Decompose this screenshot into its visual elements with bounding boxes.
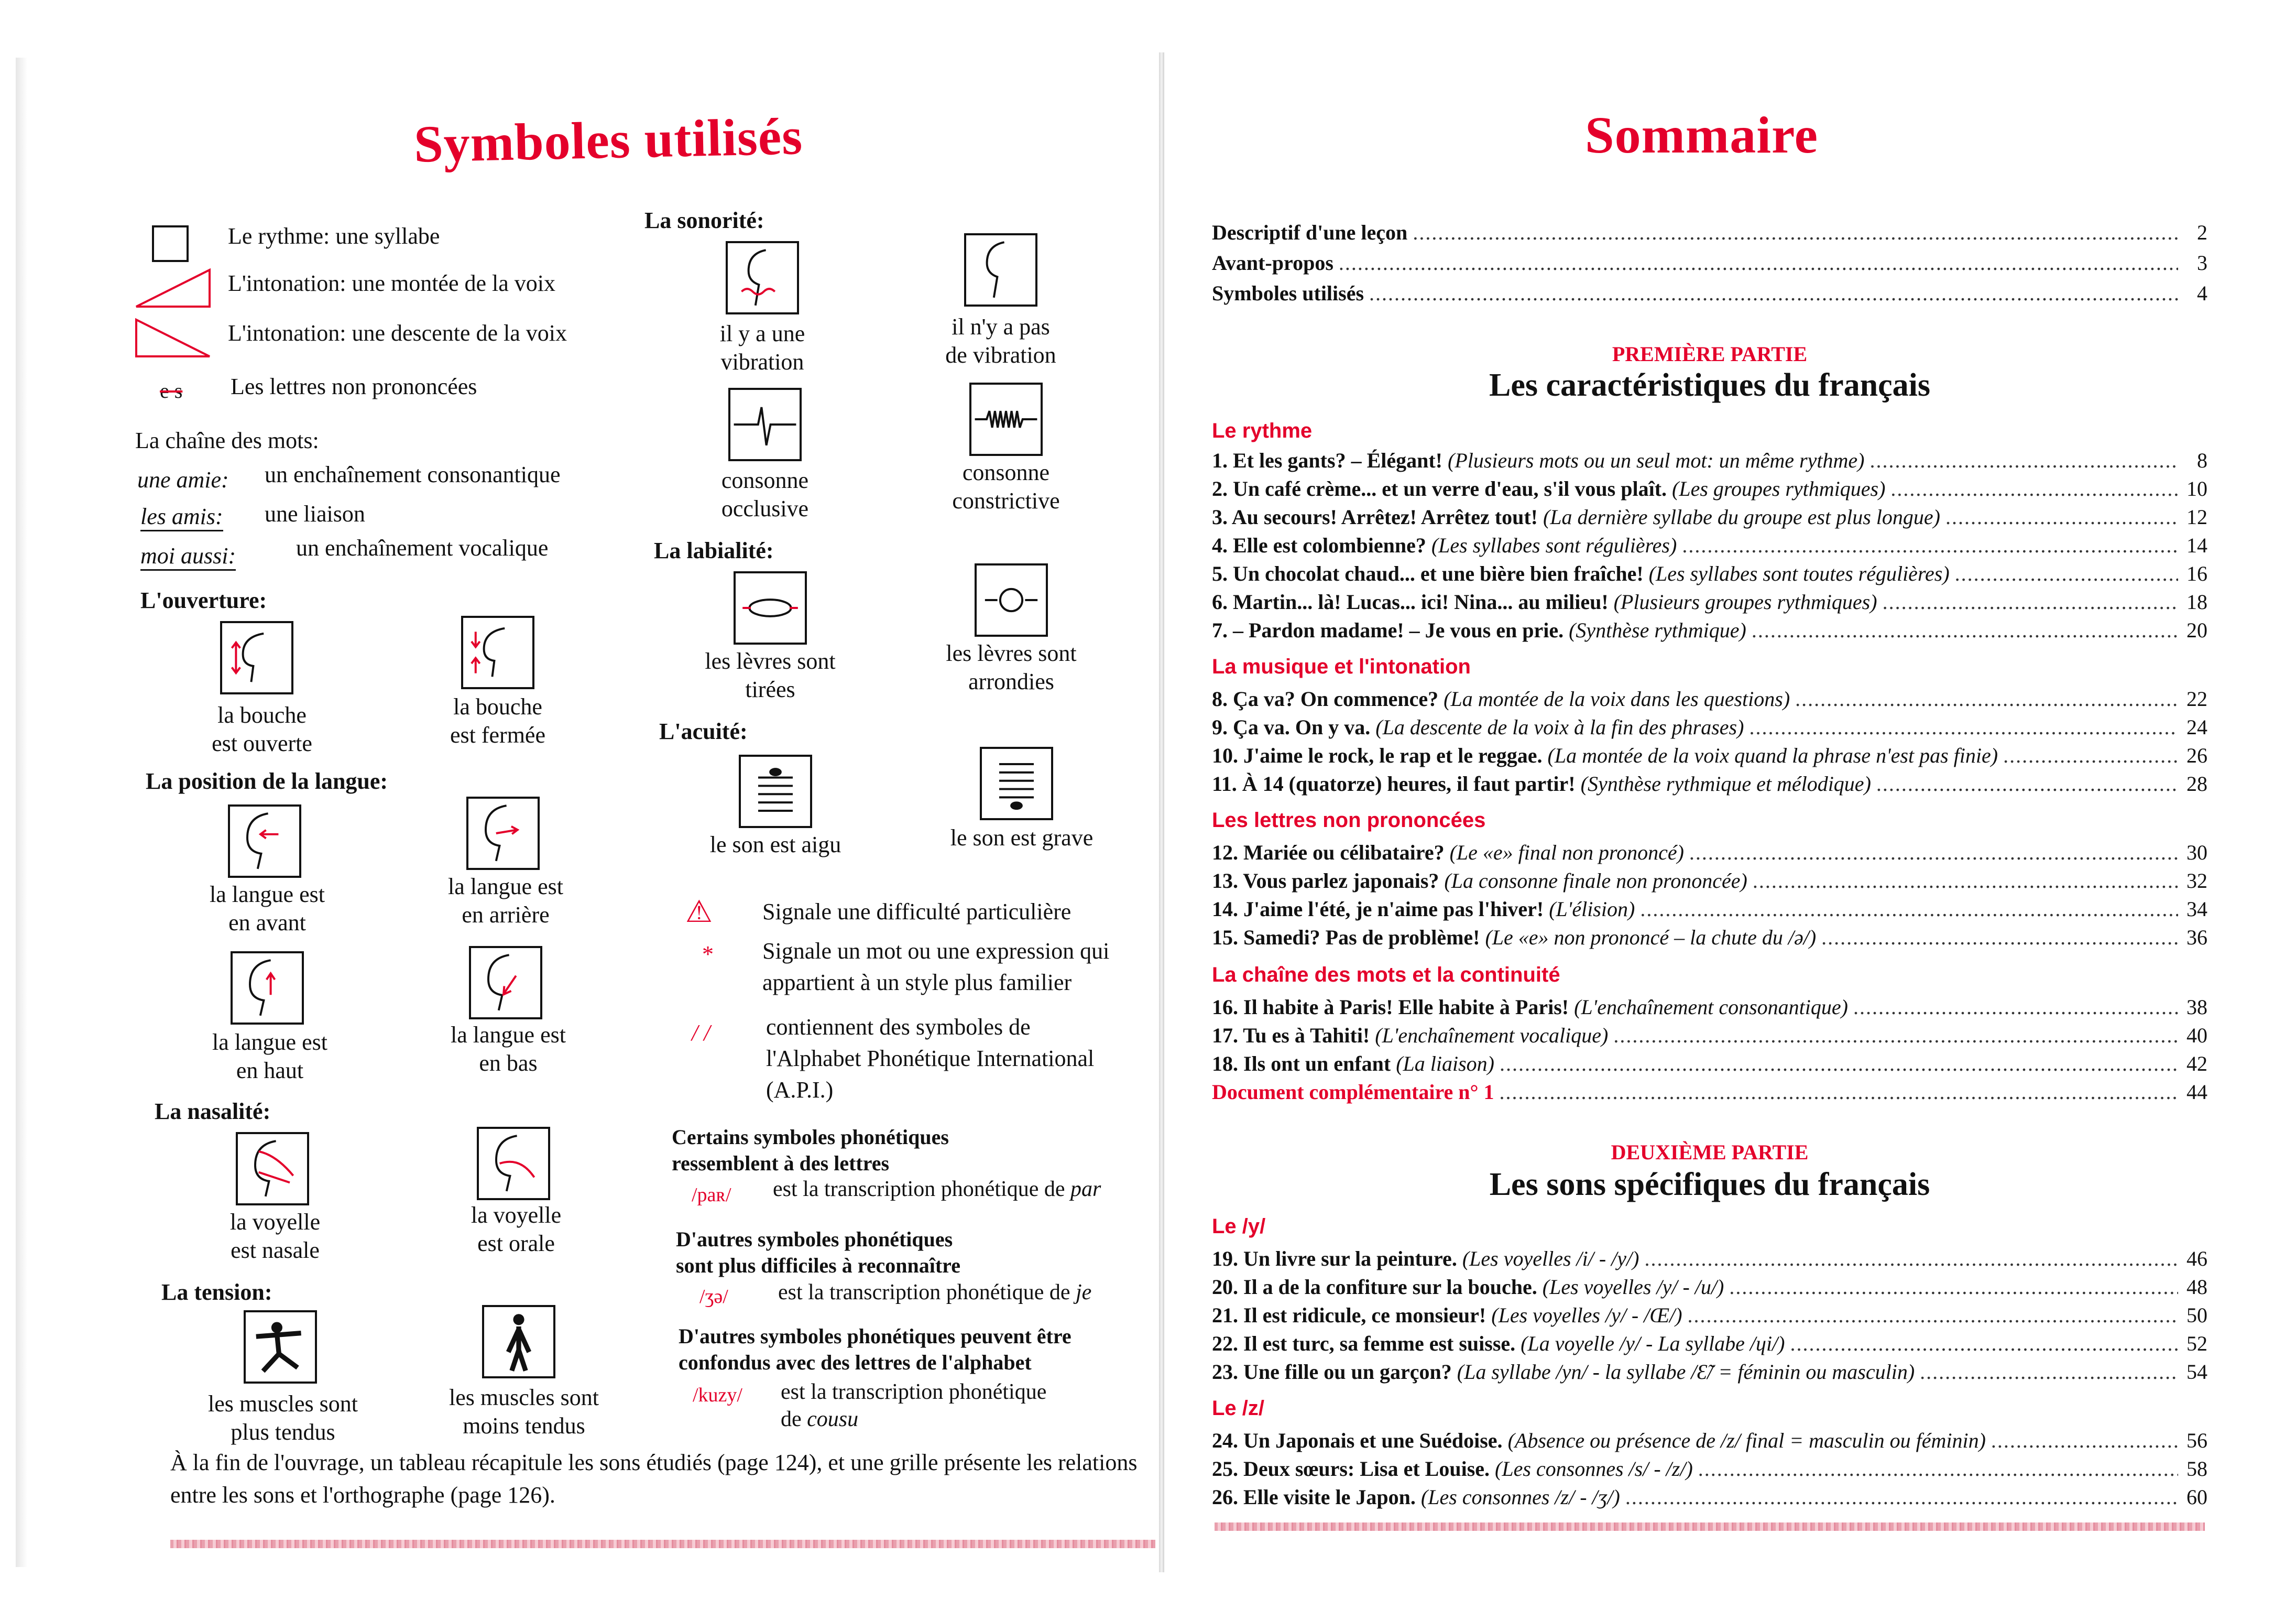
toc-item-26[interactable]: 26. Elle visite le Japon. (Les consonnes /z/ - /ʒ/) ..... 60 <box>1212 1485 2207 1509</box>
nasalite-a: la voyelle est nasale <box>229 1209 321 1263</box>
ouverture-b: la bouche est fermée <box>450 694 545 748</box>
toc-item-25[interactable]: 25. Deux sœurs: Lisa et Louise. (Les consonnes /s/ - /z/) ..... 58 <box>1212 1456 2207 1481</box>
section-rythme: Le rythme <box>1212 419 1313 442</box>
part1-label: PREMIÈRE PARTIE <box>1612 342 1808 366</box>
acuite-b: le son est grave <box>950 825 1094 851</box>
tension-heading: La tension: <box>161 1279 272 1305</box>
phon-heading-2: D'autres symboles phonétiques sont plus difficiles à reconnaître <box>676 1227 960 1277</box>
tongue-high-icon <box>231 951 304 1025</box>
section-intonation: La musique et l'intonation <box>1212 655 1471 678</box>
voicing-vibration-icon <box>726 241 799 314</box>
tension-a: les muscles sont plus tendus <box>208 1391 358 1445</box>
toc-item-3[interactable]: 3. Au secours! Arrêtez! Arrêtez tout! (La dernière syllabe du groupe est plus longue) ..... 12 <box>1212 505 2207 529</box>
slash-icon: / / <box>692 1020 710 1046</box>
low-pitch-icon <box>980 747 1053 820</box>
high-pitch-icon <box>739 755 812 828</box>
left-footer-note: À la fin de l'ouvrage, un tableau récapitule les sons étudiés (page 124), et une grille présente les relations entre les sons et l'orthographe (page 126). <box>170 1450 1138 1508</box>
part2-title: Les sons spécifiques du français <box>1489 1167 1930 1202</box>
phon-heading-3: D'autres symboles phonétiques peuvent être confondus avec des lettres de l'alphabet <box>679 1324 1072 1374</box>
sonorite-heading: La sonorité: <box>644 208 764 233</box>
toc-front-1[interactable]: Descriptif d'une leçon ..... 2 <box>1212 220 2207 245</box>
page-edge-left <box>16 58 27 1567</box>
chaine-heading: La chaîne des mots: <box>135 428 319 453</box>
toc-item-7[interactable]: 7. – Pardon madame! – Je vous en prie. (Synthèse rythmique) ..... 20 <box>1212 618 2207 643</box>
langue-heading: La position de la langue: <box>146 768 388 794</box>
tongue-back-icon <box>466 797 540 870</box>
toc-item-15[interactable]: 15. Samedi? Pas de problème! (Le «e» non prononcé – la chute du /ə/) ..... 36 <box>1212 925 2207 950</box>
mouth-closed-icon <box>461 616 534 689</box>
occlusive-icon <box>728 388 802 461</box>
lips-rounded-icon <box>975 563 1048 637</box>
toc-item-24[interactable]: 24. Un Japonais et une Suédoise. (Absence ou présence de /z/ final = masculin ou féminin) ..... 56 <box>1212 1428 2207 1453</box>
toc-item-2[interactable]: 2. Un café crème... et un verre d'eau, s'il vous plaît. (Les groupes rythmiques) ..... 10 <box>1212 476 2207 501</box>
note-difficulte: Signale une difficulté particulière <box>762 899 1072 924</box>
labialite-a: les lèvres sont tirées <box>705 648 836 702</box>
ouverture-heading: L'ouverture: <box>140 588 267 613</box>
section-z: Le /z/ <box>1212 1397 1265 1420</box>
ouverture-a: la bouche est ouverte <box>212 702 312 756</box>
phon-text-2: est la transcription phonétique de je <box>778 1280 1092 1304</box>
legend-rythme: Le rythme: une syllabe <box>228 223 440 249</box>
toc-item-1[interactable]: 1. Et les gants? – Élégant! (Plusieurs mots ou un seul mot: un même rythme) ..... 8 <box>1212 448 2207 473</box>
chaine-example-2: les amis: <box>140 503 223 531</box>
toc-item-16[interactable]: 16. Il habite à Paris! Elle habite à Paris! (L'enchaînement consonantique) ..... 38 <box>1212 995 2207 1019</box>
section-chaine: La chaîne des mots et la continuité <box>1212 963 1560 986</box>
part1-title: Les caractéristiques du français <box>1489 367 1931 403</box>
legend-montee: L'intonation: une montée de la voix <box>228 270 556 296</box>
acuite-a: le son est aigu <box>709 832 841 857</box>
toc-item-21[interactable]: 21. Il est ridicule, ce monsieur! (Les voyelles /y/ - /Œ/) ..... 50 <box>1212 1303 2207 1328</box>
no-vibration-icon <box>964 233 1037 307</box>
tongue-front-icon <box>228 804 301 878</box>
phon-text-1: est la transcription phonétique de par <box>773 1177 1101 1201</box>
toc-document-1[interactable]: Document complémentaire n° 1 ..... 44 <box>1212 1080 2207 1104</box>
langue-d: la langue est en bas <box>451 1022 566 1076</box>
page-title-symboles: Symboles utilisés <box>413 107 804 173</box>
sonorite-a: il y a une vibration <box>719 321 805 375</box>
oral-vowel-icon <box>477 1127 550 1200</box>
phon-symbol-3: /kuzy/ <box>693 1384 742 1406</box>
warning-icon: ⚠ <box>685 895 713 929</box>
toc-item-22[interactable]: 22. Il est turc, sa femme est suisse. (La voyelle /y/ - La syllabe /ɥi/) ..... 52 <box>1212 1331 2207 1356</box>
phon-symbol-1: /paʀ/ <box>692 1184 731 1206</box>
note-familier: Signale un mot ou une expression qui appartient à un style plus familier <box>762 938 1110 995</box>
toc-item-13[interactable]: 13. Vous parlez japonais? (La consonne finale non prononcée) ..... 32 <box>1212 868 2207 893</box>
chaine-text-1: un enchaînement consonantique <box>265 462 561 487</box>
phon-text-3: est la transcription phonétique de cousu <box>781 1380 1047 1431</box>
sonorite-d: consonne constrictive <box>952 460 1060 514</box>
nasalite-b: la voyelle est orale <box>471 1202 562 1256</box>
toc-item-9[interactable]: 9. Ça va. On y va. (La descente de la voix à la fin des phrases) ..... 24 <box>1212 715 2207 739</box>
langue-c: la langue est en haut <box>212 1029 327 1083</box>
toc-item-6[interactable]: 6. Martin... là! Lucas... ici! Nina... au milieu! (Plusieurs groupes rythmiques) ..... 18 <box>1212 590 2207 614</box>
toc-front-2[interactable]: Avant-propos ..... 3 <box>1212 251 2207 275</box>
nasalite-heading: La nasalité: <box>155 1098 271 1124</box>
acuite-heading: L'acuité: <box>659 719 748 744</box>
asterisk-icon: * <box>702 941 714 967</box>
relaxed-figure-icon <box>482 1305 555 1378</box>
toc-front-3[interactable]: Symboles utilisés ..... 4 <box>1212 281 2207 306</box>
page-title-sommaire: Sommaire <box>1585 106 1818 164</box>
rising-triangle-icon <box>134 267 212 309</box>
square-icon <box>152 225 189 262</box>
phon-symbol-2: /ʒə/ <box>699 1286 728 1308</box>
toc-item-11[interactable]: 11. À 14 (quatorze) heures, il faut partir! (Synthèse rythmique et mélodique) ..... 28 <box>1212 771 2207 796</box>
toc-item-20[interactable]: 20. Il a de la confiture sur la bouche. (Les voyelles /y/ - /u/) ..... 48 <box>1212 1275 2207 1299</box>
book-gutter <box>1159 52 1164 1572</box>
section-lettres: Les lettres non prononcées <box>1212 809 1486 832</box>
sonorite-b: il n'y a pas de vibration <box>945 314 1056 368</box>
phon-heading-1: Certains symboles phonétiques ressemblent à des lettres <box>672 1125 949 1175</box>
toc-item-14[interactable]: 14. J'aime l'été, je n'aime pas l'hiver! (L'élision) ..... 34 <box>1212 897 2207 921</box>
nasal-vowel-icon <box>236 1132 309 1205</box>
note-api: contiennent des symboles de l'Alphabet Phonétique International (A.P.I.) <box>766 1014 1095 1103</box>
toc-item-5[interactable]: 5. Un chocolat chaud... et une bière bien fraîche! (Les syllabes sont toutes régulières) ..... 16 <box>1212 561 2207 586</box>
chaine-example-3: moi aussi: <box>140 542 236 571</box>
toc-item-17[interactable]: 17. Tu es à Tahiti! (L'enchaînement vocalique) ..... 40 <box>1212 1023 2207 1048</box>
toc-item-18[interactable]: 18. Ils ont un enfant (La liaison) ..... 42 <box>1212 1051 2207 1076</box>
labialite-b: les lèvres sont arrondies <box>946 640 1077 694</box>
toc-item-23[interactable]: 23. Une fille ou un garçon? (La syllabe /yn/ - la syllabe /Ɛ̃/ = féminin ou masculin) ..... 54 <box>1212 1359 2207 1384</box>
tense-figure-icon <box>244 1310 317 1384</box>
sonorite-c: consonne occlusive <box>721 467 809 521</box>
legend-lettres: Les lettres non prononcées <box>231 374 477 399</box>
langue-b: la langue est en arrière <box>448 874 563 928</box>
falling-triangle-icon <box>134 317 212 359</box>
labialite-heading: La labialité: <box>654 538 774 563</box>
mouth-open-icon <box>220 621 293 694</box>
constrictive-icon <box>969 383 1043 456</box>
toc-item-12[interactable]: 12. Mariée ou célibataire? (Le «e» final non prononcé) ..... 30 <box>1212 840 2207 865</box>
toc-item-4[interactable]: 4. Elle est colombienne? (Les syllabes sont régulières) ..... 14 <box>1212 533 2207 558</box>
chaine-text-2: une liaison <box>265 501 365 527</box>
lips-spread-icon <box>734 571 807 645</box>
part2-label: DEUXIÈME PARTIE <box>1611 1140 1809 1164</box>
tongue-low-icon <box>469 946 542 1019</box>
toc-item-19[interactable]: 19. Un livre sur la peinture. (Les voyelles /i/ - /y/) ..... 46 <box>1212 1246 2207 1271</box>
legend-descente: L'intonation: une descente de la voix <box>228 320 567 346</box>
left-footer-stripe <box>170 1540 1155 1548</box>
struck-letters-icon: e s <box>160 379 183 403</box>
tension-b: les muscles sont moins tendus <box>449 1385 599 1439</box>
toc-item-10[interactable]: 10. J'aime le rock, le rap et le reggae. (La montée de la voix quand la phrase n'est pas finie) ..... 26 <box>1212 743 2207 768</box>
section-y: Le /y/ <box>1212 1215 1266 1238</box>
chaine-example-1: une amie: <box>137 467 229 493</box>
chaine-text-3: un enchaînement vocalique <box>296 535 549 561</box>
toc-item-8[interactable]: 8. Ça va? On commence? (La montée de la voix dans les questions) ..... 22 <box>1212 687 2207 711</box>
langue-a: la langue est en avant <box>210 882 325 936</box>
right-footer-stripe <box>1215 1522 2205 1531</box>
